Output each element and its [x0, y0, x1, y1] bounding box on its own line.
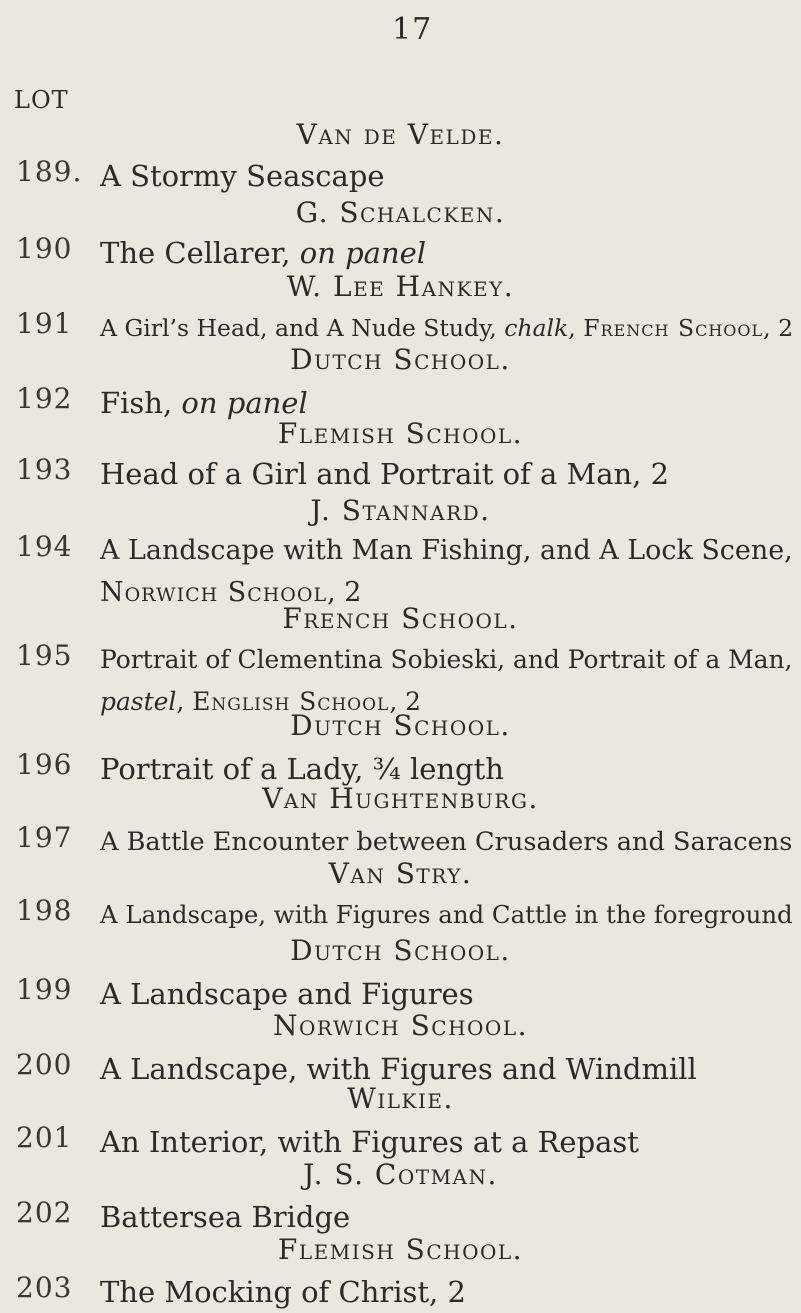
lot-number: 193	[16, 453, 73, 486]
lot-number: 202	[16, 1196, 73, 1229]
lot-number: 200	[16, 1048, 73, 1081]
lot-title-segment: An Interior, with Figures at a Repast	[100, 1125, 639, 1159]
lot-title-segment: on panel	[181, 386, 308, 420]
lot-artist: Van Hughtenburg.	[262, 782, 539, 815]
lot-title-segment: Norwich School	[100, 577, 328, 608]
lot-title-segment: Head of a Girl and Portrait of a Man, 2	[100, 457, 670, 491]
lot-artist: Wilkie.	[347, 1082, 454, 1115]
lot-artist: Van Stry.	[328, 857, 473, 890]
lot-artist: Flemish School.	[277, 1233, 524, 1266]
lot-title	[100, 1121, 793, 1163]
lot-title-segment: , 2	[763, 314, 794, 342]
lot-title-segment: Portrait of a Lady, ¾ length	[100, 752, 504, 786]
lot-title-segment: Fish,	[100, 386, 182, 420]
lot-number: 190	[16, 232, 73, 265]
lot-title	[100, 155, 793, 197]
lot-title-segment: pastel	[100, 687, 177, 716]
lot-artist: Norwich School.	[272, 1009, 529, 1042]
lot-title-segment: , 2	[389, 687, 422, 716]
lot-number: 194	[16, 530, 73, 563]
lot-number: 203	[16, 1271, 73, 1304]
lot-title-segment: A Landscape and Figures	[100, 977, 474, 1011]
lot-title-segment: A Landscape, with Figures and Windmill	[100, 1052, 697, 1086]
lot-title	[100, 232, 793, 274]
lot-title-segment: The Cellarer,	[100, 236, 300, 270]
lot-number: 197	[16, 821, 73, 854]
lot-title-segment: ,	[568, 314, 584, 342]
lot-number: 199	[16, 973, 73, 1006]
lot-artist: Flemish School.	[277, 417, 524, 450]
lot-artist: J. S. Cotman.	[303, 1158, 498, 1191]
lot-number: 189.	[16, 155, 83, 188]
lot-title	[100, 894, 793, 936]
lot-artist: G. Schalcken.	[295, 196, 506, 229]
lot-title	[100, 453, 793, 495]
lot-title-segment: , 2	[327, 577, 362, 608]
lot-title-segment: Battersea Bridge	[100, 1200, 351, 1234]
lot-title-segment: French School	[583, 314, 764, 342]
lot-artist: Dutch School.	[290, 343, 511, 376]
lot-number: 195	[16, 639, 73, 672]
lot-title-segment: A Stormy Seascape	[100, 159, 385, 193]
lot-title-segment: Portrait of Clementina Sobieski, and Portrait of a Man,	[100, 645, 793, 674]
lot-artist: Dutch School.	[290, 934, 511, 967]
lot-number: 192	[16, 382, 73, 415]
lot-title-segment: A Landscape, with Figures and Cattle in the foreground	[100, 900, 793, 929]
lot-artist: J. Stannard.	[310, 494, 491, 527]
lot-title	[100, 1271, 793, 1313]
page-number: 17	[392, 12, 433, 47]
lot-artist: Van de Velde.	[296, 118, 505, 151]
lot-number: 201	[16, 1121, 73, 1154]
lot-number: 198	[16, 894, 73, 927]
lot-artist: French School.	[282, 602, 519, 635]
lot-artist: Dutch School.	[290, 709, 511, 742]
lot-number: 191	[16, 307, 73, 340]
lot-title-segment: The Mocking of Christ, 2	[100, 1275, 466, 1309]
lot-title-segment: A Battle Encounter between Crusaders and Saracens	[100, 827, 793, 857]
lot-title-segment: ,	[176, 687, 193, 716]
lot-number: 196	[16, 748, 73, 781]
lot-column-header: LOT	[14, 86, 69, 114]
lot-title-segment: A Girl’s Head, and A Nude Study,	[100, 314, 505, 342]
lot-title-segment: chalk	[504, 314, 569, 342]
lot-title	[100, 1196, 793, 1238]
lot-title-segment: A Landscape with Man Fishing, and A Lock Scene,	[100, 535, 793, 566]
lot-artist: W. Lee Hankey.	[286, 270, 515, 303]
lot-title-segment: English School	[192, 687, 390, 716]
lot-title-segment: on panel	[299, 236, 427, 270]
